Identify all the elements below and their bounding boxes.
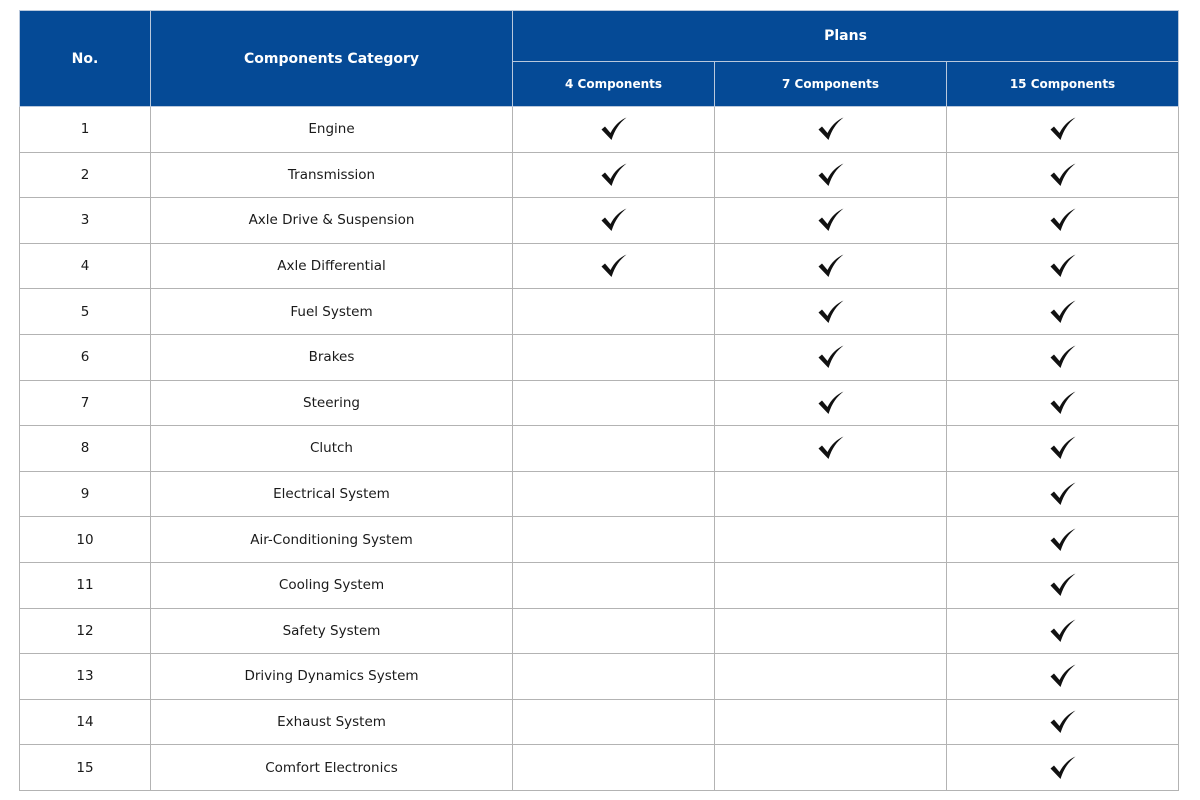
component-category: Fuel System	[151, 289, 513, 335]
component-category: Electrical System	[151, 471, 513, 517]
plan-cell	[715, 380, 947, 426]
plans-comparison-table	[19, 10, 1179, 791]
plan-cell	[513, 471, 715, 517]
plan-cell	[715, 152, 947, 198]
plan-cell	[513, 107, 715, 153]
checkmark-icon	[1049, 162, 1077, 188]
plan-cell	[715, 289, 947, 335]
plan-cell	[947, 517, 1179, 563]
row-number: 3	[20, 198, 151, 244]
table-row	[20, 745, 1179, 791]
component-category: Exhaust System	[151, 699, 513, 745]
checkmark-icon	[600, 253, 628, 279]
component-category: Driving Dynamics System	[151, 654, 513, 700]
checkmark-icon	[1049, 390, 1077, 416]
header-plan-7-components: 7 Components	[715, 62, 947, 107]
plan-cell	[513, 699, 715, 745]
row-number: 7	[20, 380, 151, 426]
row-number: 1	[20, 107, 151, 153]
table-row	[20, 152, 1179, 198]
row-number: 6	[20, 334, 151, 380]
table-row	[20, 380, 1179, 426]
header-components-category: Components Category	[151, 11, 513, 107]
plan-cell	[715, 608, 947, 654]
checkmark-icon	[1049, 709, 1077, 735]
row-number: 14	[20, 699, 151, 745]
checkmark-icon	[1049, 755, 1077, 781]
plan-cell	[947, 654, 1179, 700]
row-number: 9	[20, 471, 151, 517]
plan-cell	[947, 198, 1179, 244]
header-plan-4-components: 4 Components	[513, 62, 715, 107]
component-category: Brakes	[151, 334, 513, 380]
checkmark-icon	[817, 435, 845, 461]
plan-cell	[947, 562, 1179, 608]
plan-cell	[513, 608, 715, 654]
plan-cell	[947, 699, 1179, 745]
plan-cell	[715, 745, 947, 791]
checkmark-icon	[1049, 435, 1077, 461]
plan-cell	[715, 699, 947, 745]
table-row	[20, 107, 1179, 153]
plan-cell	[947, 243, 1179, 289]
table-row	[20, 654, 1179, 700]
checkmark-icon	[1049, 253, 1077, 279]
plan-cell	[513, 426, 715, 472]
row-number: 11	[20, 562, 151, 608]
plan-cell	[513, 334, 715, 380]
checkmark-icon	[817, 207, 845, 233]
checkmark-icon	[817, 162, 845, 188]
checkmark-icon	[1049, 481, 1077, 507]
checkmark-icon	[817, 116, 845, 142]
table-row	[20, 471, 1179, 517]
plan-cell	[947, 107, 1179, 153]
checkmark-icon	[1049, 618, 1077, 644]
table-row	[20, 198, 1179, 244]
plan-cell	[513, 152, 715, 198]
checkmark-icon	[1049, 344, 1077, 370]
table-header	[20, 11, 1179, 107]
table-row	[20, 608, 1179, 654]
row-number: 15	[20, 745, 151, 791]
checkmark-icon	[817, 344, 845, 370]
checkmark-icon	[600, 116, 628, 142]
row-number: 5	[20, 289, 151, 335]
checkmark-icon	[1049, 116, 1077, 142]
plan-cell	[947, 608, 1179, 654]
table-row	[20, 562, 1179, 608]
plan-cell	[513, 380, 715, 426]
plan-cell	[513, 654, 715, 700]
plan-cell	[513, 243, 715, 289]
component-category: Air-Conditioning System	[151, 517, 513, 563]
checkmark-icon	[817, 253, 845, 279]
plan-cell	[715, 471, 947, 517]
component-category: Engine	[151, 107, 513, 153]
plan-cell	[513, 198, 715, 244]
component-category: Clutch	[151, 426, 513, 472]
component-category: Comfort Electronics	[151, 745, 513, 791]
plan-cell	[947, 289, 1179, 335]
plan-cell	[513, 517, 715, 563]
component-category: Steering	[151, 380, 513, 426]
component-category: Axle Drive & Suspension	[151, 198, 513, 244]
component-category: Axle Differential	[151, 243, 513, 289]
header-no: No.	[20, 11, 151, 107]
checkmark-icon	[1049, 572, 1077, 598]
header-plan-15-components: 15 Components	[947, 62, 1179, 107]
plan-cell	[715, 562, 947, 608]
plan-cell	[715, 654, 947, 700]
plan-cell	[513, 745, 715, 791]
header-plans: Plans	[513, 11, 1179, 62]
row-number: 10	[20, 517, 151, 563]
plan-cell	[715, 107, 947, 153]
checkmark-icon	[600, 162, 628, 188]
plan-cell	[947, 471, 1179, 517]
checkmark-icon	[1049, 663, 1077, 689]
component-category: Safety System	[151, 608, 513, 654]
checkmark-icon	[1049, 527, 1077, 553]
component-category: Cooling System	[151, 562, 513, 608]
checkmark-icon	[817, 299, 845, 325]
plan-cell	[947, 745, 1179, 791]
table-body	[20, 107, 1179, 791]
checkmark-icon	[600, 207, 628, 233]
plan-cell	[947, 152, 1179, 198]
plan-cell	[947, 380, 1179, 426]
plan-cell	[715, 426, 947, 472]
row-number: 8	[20, 426, 151, 472]
plan-cell	[947, 426, 1179, 472]
plan-cell	[715, 334, 947, 380]
plan-cell	[715, 243, 947, 289]
table-row	[20, 426, 1179, 472]
row-number: 12	[20, 608, 151, 654]
checkmark-icon	[1049, 207, 1077, 233]
checkmark-icon	[1049, 299, 1077, 325]
plan-cell	[513, 562, 715, 608]
checkmark-icon	[817, 390, 845, 416]
plan-cell	[715, 517, 947, 563]
table-row	[20, 517, 1179, 563]
table-row	[20, 334, 1179, 380]
row-number: 4	[20, 243, 151, 289]
row-number: 2	[20, 152, 151, 198]
table-row	[20, 289, 1179, 335]
plan-cell	[947, 334, 1179, 380]
component-category: Transmission	[151, 152, 513, 198]
table-row	[20, 699, 1179, 745]
table-row	[20, 243, 1179, 289]
plan-cell	[715, 198, 947, 244]
row-number: 13	[20, 654, 151, 700]
plan-cell	[513, 289, 715, 335]
